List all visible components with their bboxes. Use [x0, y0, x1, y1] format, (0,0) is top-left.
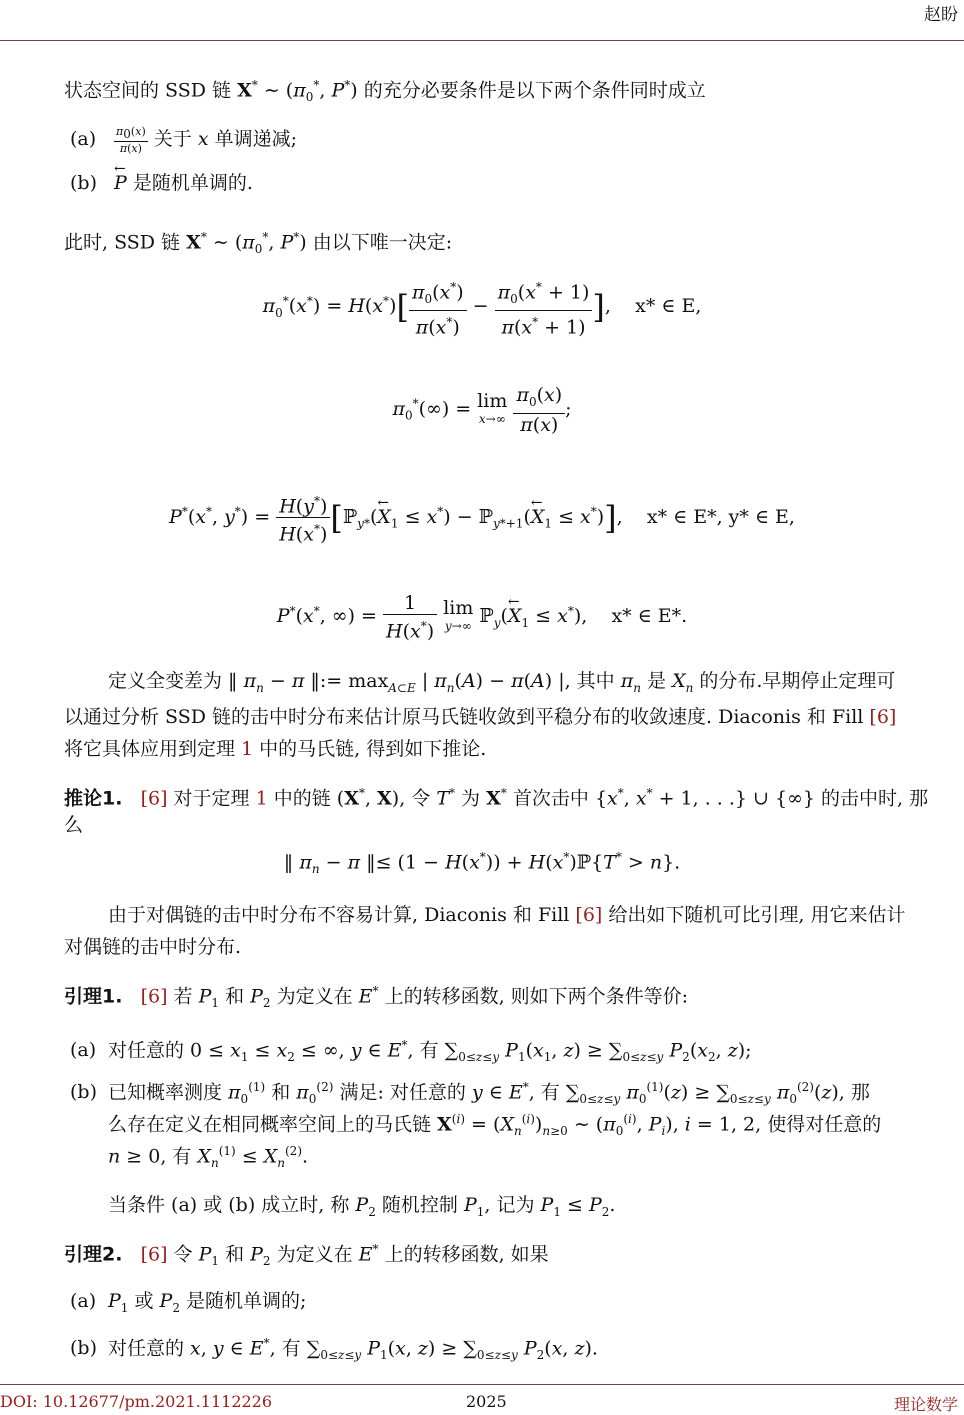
lemma2-item-b: (b) 对任意的 x, y ∈ E*, 有 $\sum_{0\le z\le y}$ $P_1(x$, $z) \ge \sum_{0\le z\le y}$ $P_2(x$, z).: [70, 1328, 964, 1370]
footer-page-number: 2025: [466, 1392, 507, 1411]
running-head-author: 赵盼: [924, 5, 958, 25]
equation-pi0-infinity: $\pi_0^*(\infty)$ = lim x→∞ $\frac{\pi_0(x)}{\pi(x)}$ ;: [392, 384, 572, 436]
para1-line1: 定义全变差为 ‖ $\pi_n - \pi$ ‖:= $\max_{A\subset E}$ | $\pi_n(A) - \pi(A)$ |, 其中 $\pi_n$ 是 $X_n$ 的分布.早期停止定理可: [108, 670, 896, 695]
lemma1-item-a-label: (a): [70, 1039, 97, 1062]
citation-6b[interactable]: [6]: [575, 904, 603, 926]
condition-b: (b) ← P 是随机单调的.: [70, 168, 964, 198]
para2-line2: 对偶链的击中时分布.: [64, 936, 242, 958]
citation-6[interactable]: [6]: [869, 706, 897, 728]
equation-p-star: P*(x*, y*) = $\frac{H(y^*)}{H(x^*)}$ [ℙ$_{y*}$(← $X_1 \le x^*$) − ℙ$_{y*+1}$(← $X_1 \le x^*$)], x* ∈ E*, y* ∈ E,: [0, 490, 964, 546]
lemma-1: 引理1. [6] 若 $P_1$ 和 $P_2$ 为定义在 E* 上的转移函数, 则如下两个条件等价:: [64, 984, 689, 1011]
condition-b-label: (b): [70, 172, 97, 194]
lemma2-item-a-label: (a): [70, 1290, 97, 1312]
lemma1-item-b-line2: 么存在定义在相同概率空间上的马氏链 $X^{(i)} = (X_n^{(i)})_{n\ge 0}$ ∼ ($\pi_0^{(i)}$, $P_i$), i = 1, 2, 使得对任意的: [108, 1112, 882, 1139]
corollary-citation[interactable]: [6]: [140, 787, 168, 810]
theorem-1-link-2[interactable]: 1: [255, 787, 268, 810]
lemma1-item-b-line3: n ≥ 0, 有 $X_n^{(1)} \le X_n^{(2)}$.: [108, 1144, 309, 1171]
eq1-domain: x* ∈ E,: [635, 295, 702, 318]
eq3-domain: x* ∈ E*, y* ∈ E,: [646, 505, 795, 528]
corollary-title: 推论1.: [64, 787, 123, 810]
equation-p-star-infinity: P*(x*, ∞) = $\frac{1}{H(x^*)}$ lim y→∞ ℙ$_y$(← $X_1 \le x^*$), x* ∈ E*.: [0, 592, 964, 642]
theorem-1-link[interactable]: 1: [241, 738, 254, 760]
condition-a: [70, 124, 964, 155]
eq4-domain: x* ∈ E*.: [611, 605, 688, 628]
corollary-line2: 么: [64, 814, 84, 836]
lemma1-after: 当条件 (a) 或 (b) 成立时, 称 $P_2$ 随机控制 $P_1$, 记为 $P_1 \le P_2$.: [108, 1194, 616, 1219]
lemma-2: 引理2. [6] 令 $P_1$ 和 $P_2$ 为定义在 E* 上的转移函数, 如果: [64, 1242, 549, 1269]
para2-line1: 由于对偶链的击中时分布不容易计算, Diaconis 和 Fill [6] 给出如下随机可比引理, 用它来估计: [108, 904, 906, 926]
footer-doi[interactable]: DOI: 10.12677/pm.2021.1112226: [0, 1392, 273, 1411]
footer-journal[interactable]: 理论数学: [893, 1395, 958, 1414]
para1-line3: 将它具体应用到定理 1 中的马氏链, 得到如下推论.: [64, 738, 487, 760]
lemma1-citation[interactable]: [6]: [140, 985, 168, 1008]
corollary-1: 推论1. [6] 对于定理 1 中的链 (X*, X), 令 T* 为 X* 首次击中 {x*, x* + 1, . . .} ∪ {∞} 的击中时, 那: [64, 786, 929, 810]
lemma1-item-a: (a) 对任意的 $0 \le x_1 \le x_2$ ≤ ∞, y ∈ E*, 有 $\sum_{0\le z\le y}$ $P_1(x_1$, $z) \ge \sum_{0\le z\le y}$ $P_2(x_2$, z);: [70, 1030, 964, 1072]
condition-a-label: (a): [70, 128, 97, 150]
lemma1-title: 引理1.: [64, 985, 123, 1008]
para1-line2: 以通过分析 SSD 链的击中时分布来估计原马氏链收敛到平稳分布的收敛速度. Diaconis 和 Fill [6]: [64, 706, 897, 728]
footer-rule: [0, 1384, 964, 1385]
lemma2-item-a: (a) $P_1$ 或 $P_2$ 是随机单调的;: [70, 1286, 964, 1323]
ratio-fraction: $\frac{\pi_0(x)}{\pi(x)}$: [116, 124, 146, 156]
lemma1-item-b-line1: (b) 已知概率测度 $\pi_0^{(1)}$ 和 $\pi_0^{(2)}$ 满足: 对任意的 y ∈ E*, 有 $\sum_{0\le z\le y}$ $\pi_0^{(1)}(z) \ge \sum_{0\le z\le y}$ $\pi_0^{(2)}(z)$, 那: [70, 1072, 964, 1114]
condition-a-text: 关于 x 单调递减;: [153, 128, 297, 150]
corollary-formula: ‖ $\pi_n - \pi$ ‖≤ (1 − H(x*)) + H(x*)ℙ{T* > n}.: [283, 850, 681, 877]
condition-b-text: 是随机单调的.: [132, 172, 253, 194]
lemma2-title: 引理2.: [64, 1243, 123, 1266]
header-rule: [0, 40, 964, 41]
lemma1-item-b-label: (b): [70, 1081, 97, 1104]
equation-pi0-star: $\pi_0^*(x^*) = H(x^*)$[ $\frac{\pi_0(x^*)}{\pi(x^*)}$ − $\frac{\pi_0(x^* + 1)}{\pi(x^* + 1)}$ ], x* ∈ E,: [262, 280, 702, 339]
lemma2-citation[interactable]: [6]: [140, 1243, 168, 1266]
lemma2-item-b-label: (b): [70, 1337, 97, 1360]
intro-line: 状态空间的 SSD 链 X* ∼ ($\pi_0^*$, P*) 的充分必要条件是以下两个条件同时成立: [64, 78, 706, 105]
determined-line: 此时, SSD 链 X* ∼ ($\pi_0^*$, P*) 由以下唯一决定:: [64, 230, 453, 257]
